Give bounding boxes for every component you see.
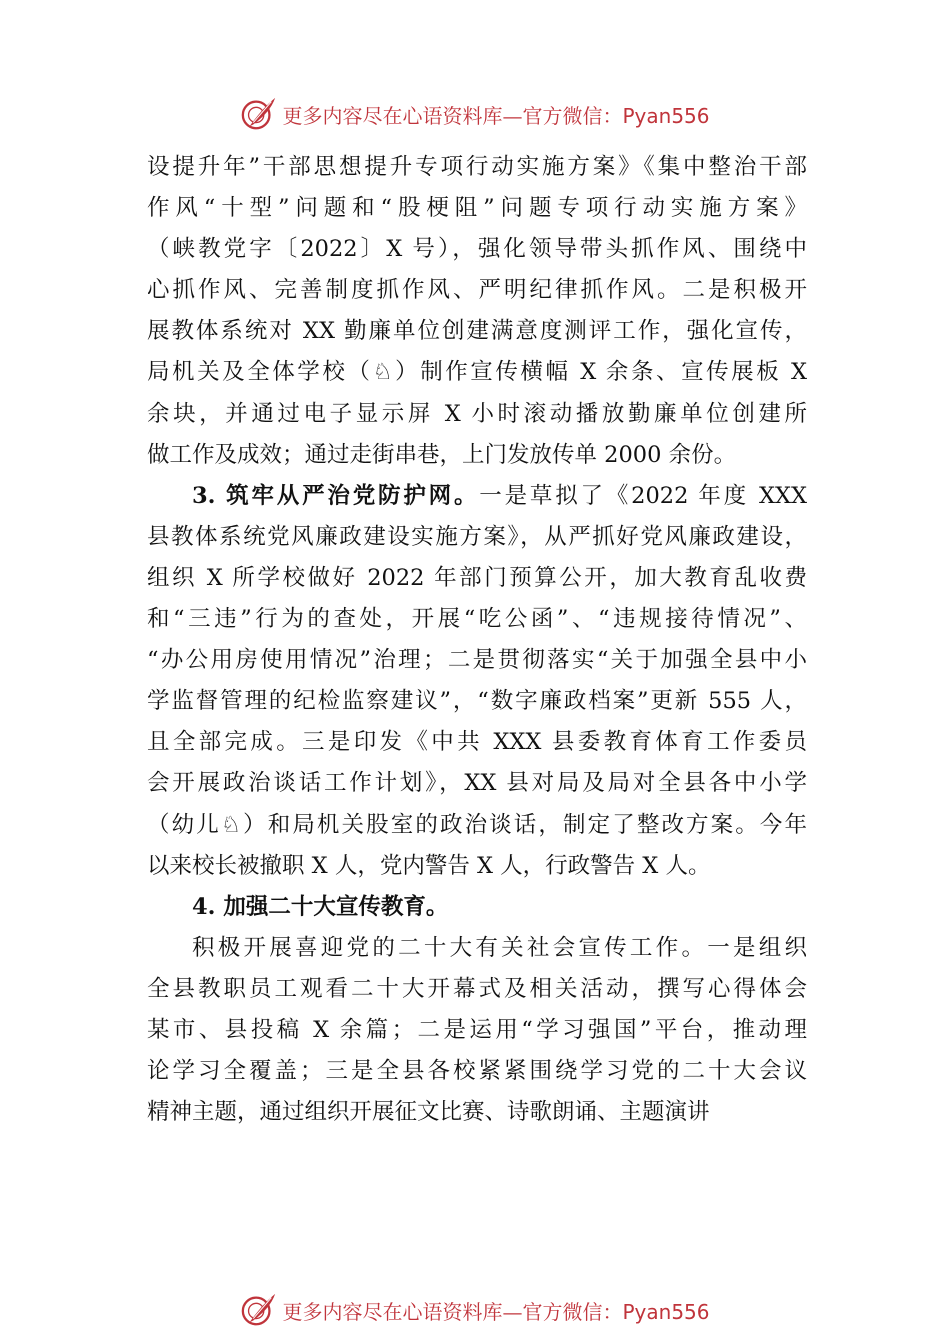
section-3-first-line [147,476,807,517]
text-line: 全县教职员工观看二十大开幕式及相关活动，撰写心得体会 [147,975,807,1002]
text-line: 学监督管理的纪检监察建议”，“数字廉政档案”更新 555 人， [147,688,807,715]
text-line: 心抓作风、完善制度抓作风、严明纪律抓作风。二是积极开 [147,277,807,304]
text-line: 论学习全覆盖；三是全县各校紧紧围绕学习党的二十大会议 [147,1058,807,1085]
quill-logo-icon [240,95,278,133]
banner-text [282,100,709,129]
text-line: 以来校长被撤职 X 人，党内警告 X 人，行政警告 X 人。 [147,852,711,879]
text-line: 局机关及全体学校（♘）制作宣传横幅 X 余条、宣传展板 X [147,359,807,386]
text-line: 组织 X 所学校做好 2022 年部门预算公开，加大教育乱收费 [147,564,807,591]
header-banner [0,94,950,134]
text-line: 县教体系统党风廉政建设实施方案》，从严抓好党风廉政建设， [147,523,807,550]
section-3-text: 一是草拟了《2022 年度 XXX [479,482,808,509]
banner-text [282,1296,709,1325]
text-line: 余块，并通过电子显示屏 X 小时滚动播放勤廉单位创建所 [147,400,807,427]
section-3-heading: 3. 筑牢从严治党防护网。 [192,482,480,509]
text-line: （幼儿♘）和局机关股室的政治谈话，制定了整改方案。今年 [147,811,807,838]
text-line: 设提升年”干部思想提升专项行动实施方案》《集中整治干部 [147,154,807,180]
wechat-id: Pyan556 [622,1299,710,1324]
text-line: 且全部完成。三是印发《中共 XXX 县委教育体育工作委员 [147,729,807,756]
text-line: 会开展政治谈话工作计划》，XX 县对局及局对全县各中小学 [147,770,807,797]
banner-label: 更多内容尽在心语资料库—官方微信： [282,1299,623,1324]
text-line: 精神主题，通过组织开展征文比赛、诗歌朗诵、主题演讲 [147,1099,710,1126]
quill-logo-icon [240,1291,278,1329]
text-line: 和“三违”行为的查处，开展“吃公函”、“违规接待情况”、 [147,606,807,633]
text-line: 某市、县投稿 X 余篇；二是运用“学习强国”平台，推动理 [147,1016,807,1043]
text-line: 做工作及成效；通过走街串巷，上门发放传单 2000 余份。 [147,441,737,468]
text-line: “办公用房使用情况”治理；二是贯彻落实“关于加强全县中小 [147,647,807,674]
footer-banner [0,1290,950,1330]
banner-label: 更多内容尽在心语资料库—官方微信： [282,103,623,128]
text-line: 作风“十型”问题和“股梗阻”问题专项行动实施方案》 [147,195,807,222]
wechat-id: Pyan556 [622,103,710,128]
document-body [147,147,807,1133]
text-line: （峡教党字〔2022〕X 号），强化领导带头抓作风、围绕中 [147,236,807,263]
text-line: 展教体系统对 XX 勤廉单位创建满意度测评工作，强化宣传， [147,318,807,345]
section-4-heading: 4. 加强二十大宣传教育。 [192,893,449,920]
text-line: 积极开展喜迎党的二十大有关社会宣传工作。一是组织 [192,934,807,961]
